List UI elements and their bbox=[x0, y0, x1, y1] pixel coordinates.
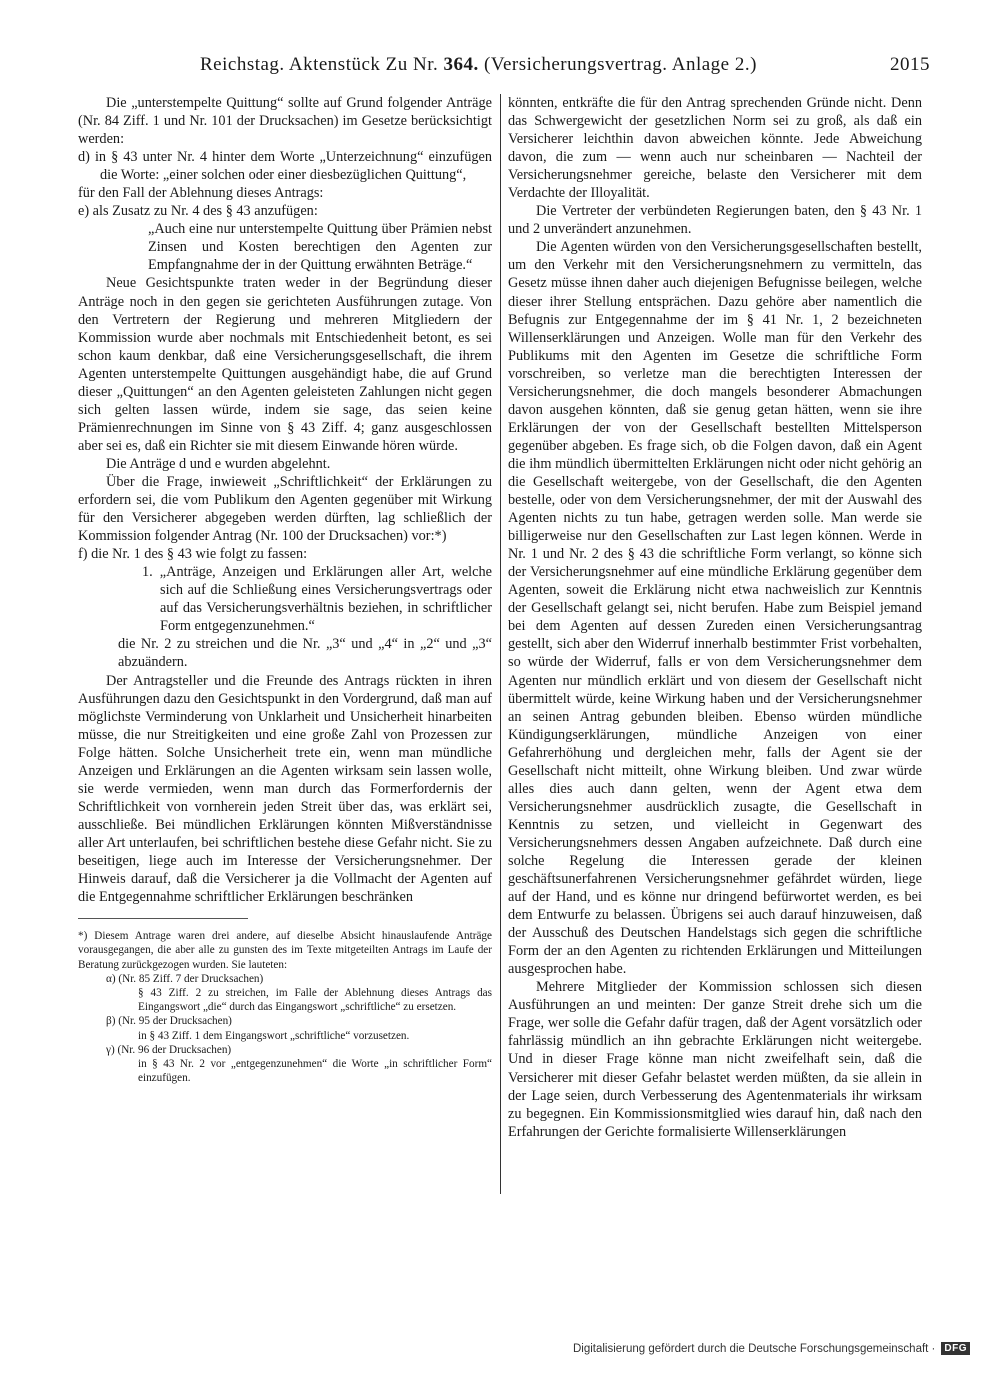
paragraph: Neue Gesichtspunkte traten weder in der Begründung dieser Anträge noch in den gegen sie gerichteten Ausführungen zutage. Von den Vertretern der Regierung und mehreren Mitgliedern der Kommission wurde aber nochmals mit Entschiedenheit betont, es sei schon kaum denkbar, daß eine Versicherungsgesellschaft, die ihrem Agenten unterstempelte Quittungen ausgehändigt habe, die auf Grund dieser „Quittungen“ an den Agenten geleisteten Zahlungen nicht gegen sich gelten lassen würde, indem sie sage, das seien keine Prämienrechnungen im Sinne von § 43 Ziff. 4; ganz ausgeschlossen aber sei es, daß ein Richter sie mit diesem Einwande hören würde. bbox=[78, 275, 492, 454]
paragraph: Mehrere Mitglieder der Kommission schlossen sich diesen Ausführungen an und meinten: Der ganze Streit drehe sich um die Frage, wer solle die Gefahr dafür tragen, daß der Agent vorsätzlich oder fahrlässig mündlich an ihn gebrachte Erklärungen nicht weitergebe. Und in dieser Frage könne man nicht zweifelhaft sein, daß die Versicherer mit dieser Gefahr belastet werden müßten, da sie allein in der Lage seien, durch Verbesserung des Agentenmaterials ihr wirksam zu begegnen. Ein Kommissionsmitglied wies darauf hin, daß nach den Erfahrungen der Gerichte formalisierte Willenserklärungen bbox=[508, 979, 922, 1140]
paragraph: d) in § 43 unter Nr. 4 hinter dem Worte „Unterzeichnung“ einzufügen die Worte: „einer solchen oder einer diesbezüglichen Quittung“, bbox=[78, 149, 492, 184]
paragraph: Die Vertreter der verbündeten Regierungen baten, den § 43 Nr. 1 und 2 unverändert anzunehmen. bbox=[508, 203, 922, 238]
left-column-text bbox=[78, 94, 492, 906]
running-title-suffix: (Versicherungsvertrag. Anlage 2.) bbox=[484, 54, 757, 75]
paragraph: für den Fall der Ablehnung dieses Antrags: bbox=[78, 185, 324, 202]
column-divider bbox=[500, 94, 501, 1194]
footnote-divider bbox=[78, 918, 248, 919]
paragraph: Die „unterstempelte Quittung“ sollte auf Grund folgender Anträge (Nr. 84 Ziff. 1 und Nr. 101 der Drucksachen) im Gesetze berücksichtigt werden: bbox=[78, 95, 492, 148]
left-column bbox=[78, 94, 492, 1085]
footnote-line: γ) (Nr. 96 der Drucksachen) bbox=[106, 1043, 232, 1056]
paragraph: „Auch eine nur unterstempelte Quittung über Prämien nebst Zinsen und Kosten berechtigen den Agenten zur Empfangnahme der in der Quittung erwähnten Beträge.“ bbox=[148, 221, 492, 274]
paragraph: f) die Nr. 1 des § 43 wie folgt zu fassen: bbox=[78, 546, 308, 563]
paragraph: Die Agenten würden von den Versicherungsgesellschaften bestellt, um den Verkehr mit den Versicherungsnehmern zu vermitteln, das Gesetz müsse ihnen daher auch diejenigen Befugnisse beilegen, welche dieser ihrer Stellung entsprächen. Dazu gehöre aber namentlich die Befugnis zur Entgegennahme der im § 41 Nr. 1, 2 bezeichneten Willenserklärungen und Anzeigen. Wolle man für den Verkehr des Publikums mit den Agenten im Gesetze die schriftliche Form vorschreiben, so verletze man die berechtigten Interessen der Versicherungsnehmer, die doch mangels besonderer Abmachungen davon ausgehen könnten, daß sie genug getan hätten, wenn sie ihre Erklärungen der von der Gesellschaft bestellten Mittelsperson gegenüber abgeben. Es frage sich, ob die Folgen davon, daß ein Agent die ihm mündlich übermittelten Erklärungen nicht oder nicht gehörig an die Gesellschaft weitergebe, von der Gesellschaft, die den Agenten bestelle, oder von dem Versicherungsnehmer, der mit der Auswahl des Agenten nichts zu tun habe, getragen werden solle. Man werde sie billigerweise nur den Gesellschaften zur Last legen können. Werde in Nr. 1 und Nr. 2 des § 43 die schriftliche Form verlangt, so könne sich der Versicherungsnehmer auf eine mündliche Erklärung gegenüber dem Agenten, soweit die Erklärung nicht etwa nachweislich zur Kenntnis der Gesellschaft gelangt sei, nicht berufen. Habe zum Beispiel jemand bei dem Agenten auf dessen Zureden einen Versicherungsantrag gestellt, sich aber den Widerruf innerhalb bestimmter Frist vorbehalten, so würde der Widerruf, falls er von dem Versicherungsnehmer dem Agenten nur mündlich erklärt und von diesem der Gesellschaft nicht übermittelt würde, keine Wirkung haben und der Versicherungsnehmer an seinen Antrag gebunden bleiben. Ebenso würden mündliche Kündigungserklärungen, mündliche Anzeigen von einer Gefahrerhöhung und dergleichen mehr, falls der Agent sie der Gesellschaft nicht mitteilt, ohne Wirkung bleiben. Und zwar würde alles dies auch dann gelten, wenn der Agent etwa dem Versicherungsnehmer ausdrücklich zusagte, die Gesellschaft in Kenntnis zu setzen, und vielleicht in Gegenwart des Versicherungsnehmers dessen Angaben aufzeichnete. Daß durch eine solche Regelung die Interessen gerade der kleinen geschäftsunerfahrenen Versicherungsnehmer gefährdet würden, liege auf der Hand, und es könne nur dringend befürwortet werden, es bei dem Entwurfe zu belassen. Übrigens sei auch darauf hinzuweisen, daß der Ausschuß des Deutschen Handelstags sich gegen die schriftliche Form der an den Agenten zu richtenden Erklärungen und Mitteilungen ausgesprochen habe. bbox=[508, 239, 922, 978]
document-number: 364. bbox=[443, 54, 479, 75]
right-column-text bbox=[508, 94, 922, 1141]
footnote-line: *) Diesem Antrage waren drei andere, auf dieselbe Absicht hinauslaufende Anträge vorausgegangen, die aber alle zu gunsten des im Texte mitgeteilten Antrags im Laufe der Beratung zurückgezogen wurden. Sie lauteten: bbox=[78, 930, 492, 971]
page-header bbox=[200, 50, 930, 80]
dfg-logo: DFG bbox=[941, 1342, 970, 1355]
paragraph: Die Anträge d und e wurden abgelehnt. bbox=[106, 455, 331, 472]
running-title-prefix: Reichstag. Aktenstück Zu Nr. bbox=[200, 54, 439, 75]
paragraph: die Nr. 2 zu streichen und die Nr. „3“ und „4“ in „2“ und „3“ abzuändern. bbox=[118, 636, 492, 671]
running-title bbox=[200, 54, 757, 76]
funding-note: Digitalisierung gefördert durch die Deutsche Forschungsgemeinschaft · bbox=[572, 1342, 936, 1355]
paragraph: 1. „Anträge, Anzeigen und Erklärungen aller Art, welche sich auf die Schließung eines Versicherungsvertrags oder auf das Versicherungsverhältnis beziehen, in schriftlicher Form entgegenzunehmen.“ bbox=[142, 564, 492, 635]
footnote-line: β) (Nr. 95 der Drucksachen) bbox=[106, 1015, 232, 1028]
footnote bbox=[78, 929, 492, 1085]
paragraph: könnten, entkräfte die für den Antrag sprechenden Gründe nicht. Denn das Schwergewicht der gesetzlichen Norm sei zu groß, als daß ein Versicherer leichthin davon abweichen könnte. Jede Abweichung davon, die zum — wenn auch nur scheinbaren — Nachteil der Versicherungsnehmer gereiche, belaste den Versicherer mit dem Verdachte der Illoyalität. bbox=[508, 95, 922, 202]
footnote-line: § 43 Ziff. 2 zu streichen, im Falle der Ablehnung dieses Antrags das Eingangswort „die“ durch das Eingangswort „schriftliche“ zu ersetzen. bbox=[138, 986, 492, 1014]
footnote-line: in § 43 Ziff. 1 dem Eingangswort „schriftliche“ vorzusetzen. bbox=[138, 1029, 410, 1042]
paragraph: Der Antragsteller und die Freunde des Antrags rückten in ihren Ausführungen dazu den Gesichtspunkt in den Vordergrund, daß man auf möglichste Verminderung von Unklarheit und Unsicherheit hinarbeiten müsse, die nur Streitigkeiten und eine große Zahl von Prozessen zur Folge hätten. Solche Unsicherheit trete ein, wenn man mündliche Anzeigen und Erklärungen an die Agenten wirksam sein lassen wolle, sie werde vermieden, wenn man durch das Formerfordernis der Schriftlichkeit von vornherein jeden Streit über das, was erklärt sei, ausschließe. Bei mündlichen Erklärungen könnten Mißverständnisse aller Art unterlaufen, bei schriftlichen bestehe diese Gefahr nicht. Sie zu beseitigen, liege auch im Interesse der Versicherungsnehmer. Der Hinweis darauf, daß die Versicherer ja die Vollmacht der Agenten auf die Entgegennahme schriftlicher Erklärungen beschränken bbox=[78, 672, 492, 906]
footnote-line: α) (Nr. 85 Ziff. 7 der Drucksachen) bbox=[106, 972, 264, 985]
paragraph: e) als Zusatz zu Nr. 4 des § 43 anzufügen: bbox=[78, 203, 318, 220]
page-number: 2015 bbox=[890, 54, 930, 75]
footnote-line: in § 43 Nr. 2 vor „entgegenzunehmen“ die Worte „in schriftlicher Form“ einzufügen. bbox=[138, 1057, 492, 1085]
page-footer bbox=[573, 1342, 970, 1355]
paragraph: Über die Frage, inwieweit „Schriftlichkeit“ der Erklärungen zu erfordern sei, die vom Publikum den Agenten gegenüber mit Wirkung für den Versicherer abgegeben werden dürften, lag schließlich der Kommission folgender Antrag (Nr. 100 der Drucksachen) vor:*) bbox=[78, 473, 492, 545]
right-column bbox=[508, 94, 922, 1141]
